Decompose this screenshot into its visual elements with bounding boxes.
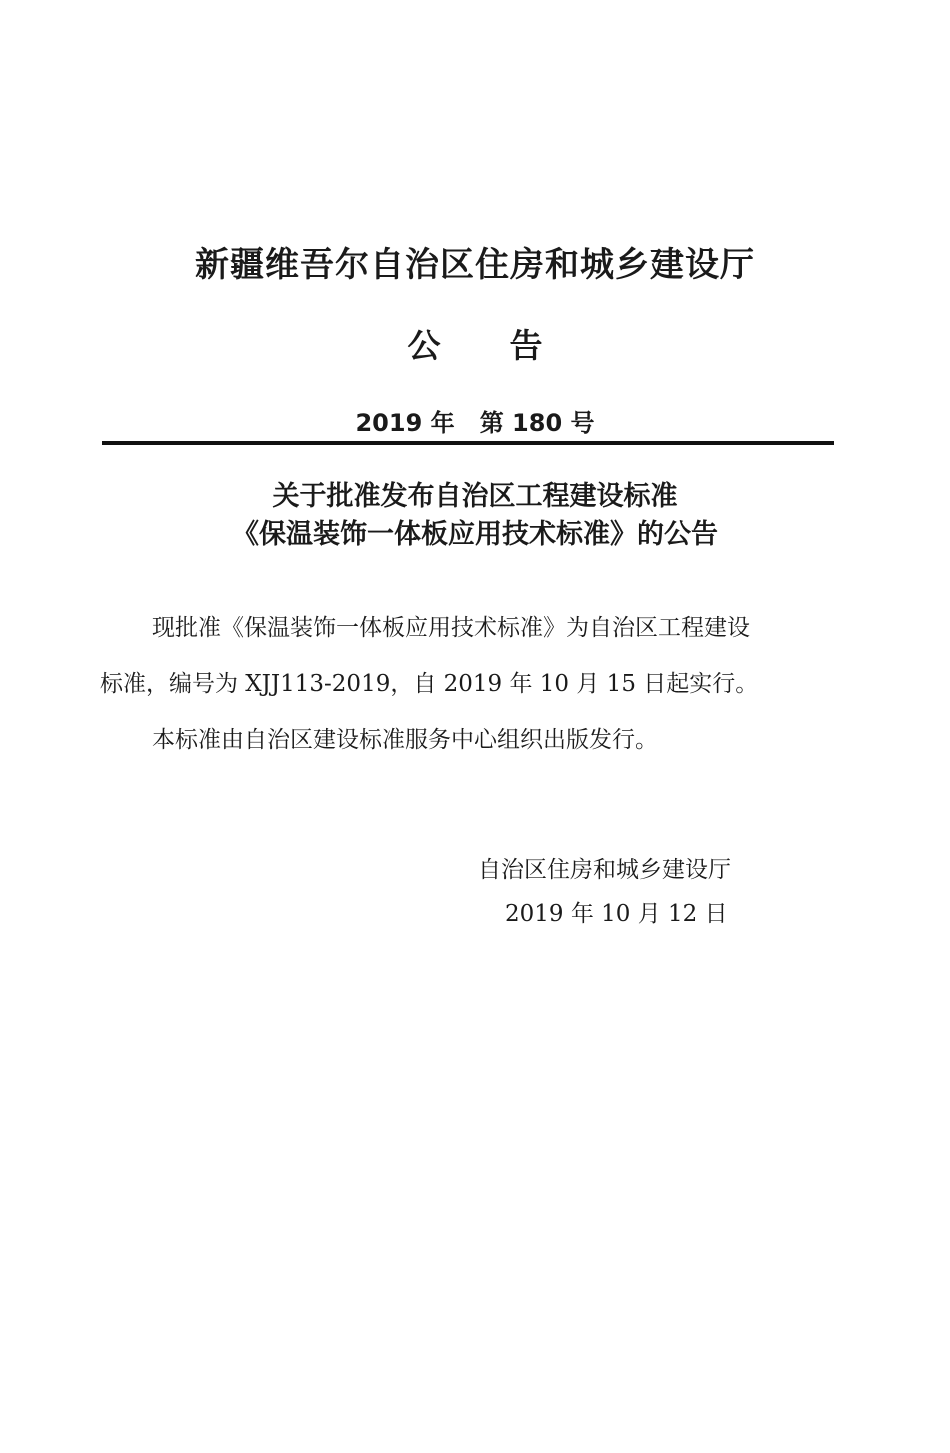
notice-body <box>100 600 830 768</box>
subject-line-1: 关于批准发布自治区工程建设标准 <box>272 481 678 512</box>
body-paragraph-1-line-2: 标准，编号为 XJJ113-2019，自 2019 年 10 月 15 日起实行。 <box>100 671 759 697</box>
body-paragraph-2: 本标准由自治区建设标准服务中心组织出版发行。 <box>152 727 658 753</box>
subject-line-2: 《保温装饰一体板应用技术标准》的公告 <box>232 519 718 550</box>
department-title: 新疆维吾尔自治区住房和城乡建设厅 <box>195 245 755 285</box>
notice-label: 公 告 <box>407 326 543 365</box>
signature-date: 2019 年 10 月 12 日 <box>505 901 728 927</box>
body-paragraph-1-line-1: 现批准《保温装饰一体板应用技术标准》为自治区工程建设 <box>152 615 750 641</box>
notice-subject <box>0 478 950 554</box>
signature-issuer: 自治区住房和城乡建设厅 <box>478 857 731 883</box>
header-divider <box>102 441 834 445</box>
document-number: 2019 年 第 180 号 <box>355 409 595 437</box>
